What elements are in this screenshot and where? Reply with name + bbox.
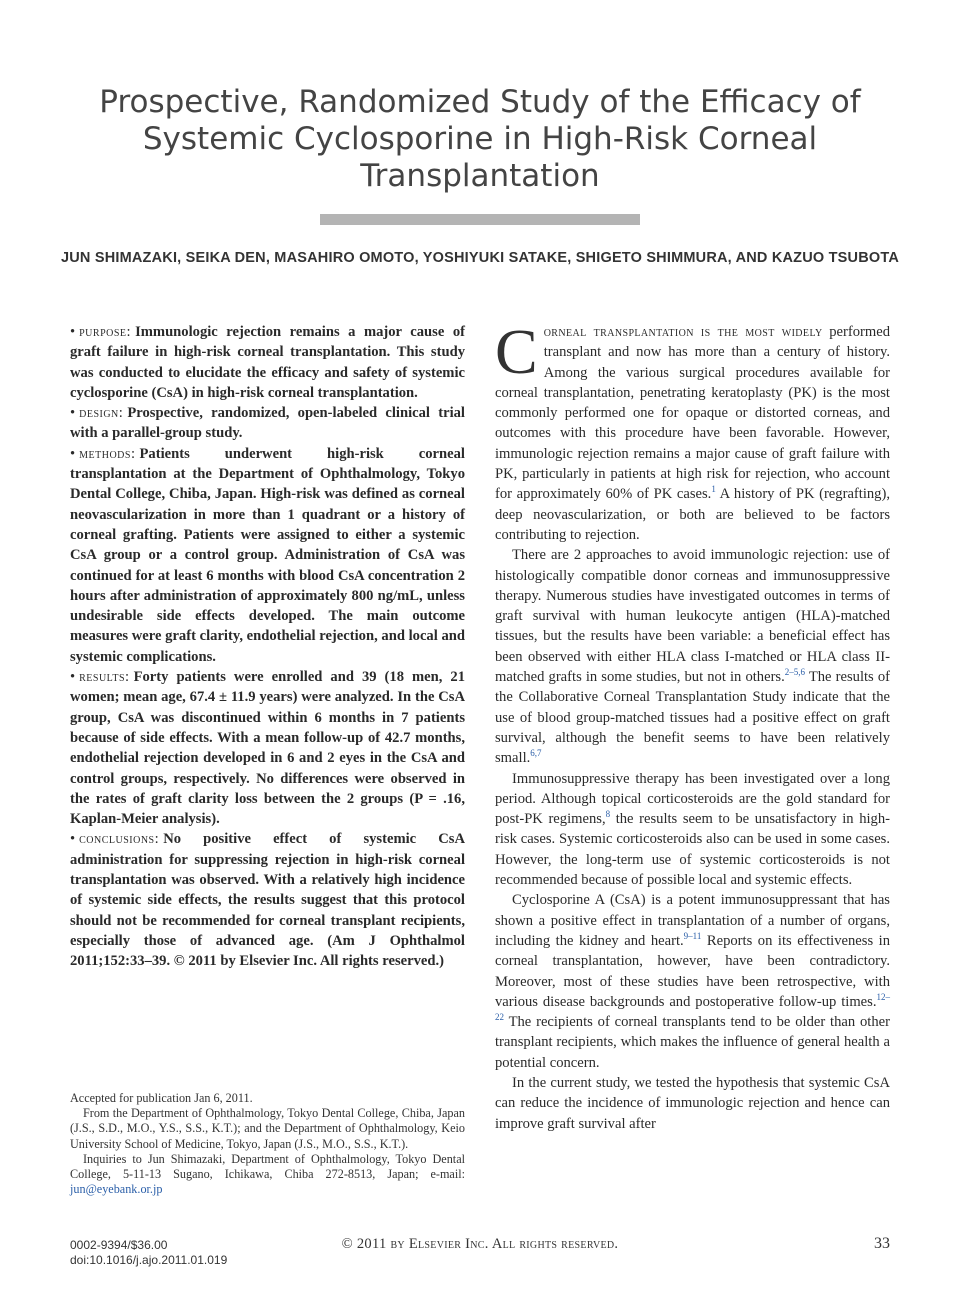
journal-identifiers — [70, 1238, 227, 1268]
abstract-label: purpose: — [79, 324, 132, 340]
citation-link[interactable]: 6,7 — [530, 748, 542, 759]
copyright-line: © 2011 by Elsevier Inc. All rights reserved. — [341, 1236, 619, 1252]
article-body — [495, 316, 891, 1134]
article-footnotes — [70, 1091, 465, 1197]
doi: doi:10.1016/j.ajo.2011.01.019 — [70, 1253, 228, 1267]
abstract-purpose: • purpose: Immunologic rejection remains a major cause of graft failure in high-risk corneal transplantation. This study was conducted to elucidate the efficacy and safety of systemic cyclosporine (CsA) in high-risk corneal transplantation. — [70, 324, 465, 401]
abstract-design: • design: Prospective, randomized, open-labeled clinical trial with a parallel-group study. — [70, 405, 465, 442]
email-link[interactable]: jun@eyebank.or.jp — [70, 1182, 163, 1197]
abstract-label: results: — [79, 669, 130, 686]
article-title: Prospective, Randomized Study of the Efficacy of Systemic Cyclosporine in High-Risk Corneal Transplantation — [99, 84, 861, 194]
accepted-date: Accepted for publication Jan 6, 2011. — [70, 1091, 253, 1105]
body-paragraph: Corneal transplantation is the most widely performed transplant and now has more than a century of history. Among the various surgical procedures available for corneal transplantation, penetrating keratoplasty (PK) is the most commonly performed one for opaque or distorted corneas, and outcomes with this procedure have been favorable. However, immunologic rejection remains a major cause of graft failure with PK, particularly in patients at high risk for rejection, who account for approximately 60% of PK cases.$^1$ A history of PK (regrafting), deep neovascularization, or both are believed to be factors contributing to rejection. — [495, 316, 890, 543]
citation-link[interactable]: 8 — [605, 809, 611, 820]
citation-link[interactable]: 1 — [711, 484, 716, 495]
body-paragraph: There are 2 approaches to avoid immunologic rejection: use of histologically compatible donor corneas and immunosuppressive therapy. Numerous studies have investigated outcomes in terms of graft survival with human leukocyte antigen (HLA)-matched tissues, but the results have been variable: a beneficial effect has been observed with either HLA class I-matched or HLA class II-matched grafts in some studies, but not in others.$^{2-5,6}$ The results of the Collaborative Corneal Transplantation Study indicate that the use of blood group-matched tissues had a positive effect on graft survival, although the benefit seems to have been relatively small.$^{6,7}$ — [495, 547, 890, 767]
abstract-label: conclusions: — [79, 831, 160, 848]
body-paragraph: Cyclosporine A (CsA) is a potent immunosuppressant that has shown a positive effect in transplantation of a number of organs, including the kidney and heart.$^{9-11}$ Reports on its effectiveness in corneal transplantation, however, have been contradictory. Moreover, most of these studies have been retrospective, with various disease backgrounds and postoperative follow-up times.$^{12-22}$ The recipients of corneal transplants tend to be older than other transplant recipients, which makes the influence of general health a potential concern. — [495, 892, 891, 1071]
correspondence-note: Inquiries to Jun Shimazaki, Department of Ophthalmology, Tokyo Dental College, 5-11-13 Sugano, Ichikawa, Chiba 272-8513, Japan; e-mail: jun@eyebank.or.jp — [70, 1151, 465, 1197]
drop-cap: C — [495, 316, 538, 387]
abstract-methods: • methods: Patients underwent high-risk corneal transplantation at the Department of Ophthalmology, Tokyo Dental College, Chiba, Japan. High-risk was defined as corneal neovascularization in more than 1 quadrant or a history of corneal grafting. Patients were assigned to either a systemic CsA group or a control group. Administration of CsA was continued for at least 6 months with blood CsA concentration 2 hours after administration of approximately 800 ng/mL, unless undesirable side effects developed. The main outcome measures were graft clarity, endothelial rejection, and local and systemic complications. — [70, 445, 465, 665]
author-list: JUN SHIMAZAKI, SEIKA DEN, MASAHIRO OMOTO, YOSHIYUKI SATAKE, SHIGETO SHIMMURA, AND KAZUO TSUBOTA — [60, 250, 900, 266]
title-divider — [320, 214, 640, 225]
citation-link[interactable]: 2–5,6 — [784, 667, 806, 678]
abstract-results: • results: Forty patients were enrolled and 39 (18 men, 21 women; mean age, 67.4 ± 11.9 years) were analyzed. In the CsA group, CsA was discontinued within 6 months in 7 patients because of side effects. With a mean follow-up of 42.7 months, endothelial rejection developed in 6 and 2 eyes in the CsA and control groups, respectively. No differences were observed in the rates of graft clarity loss between the 2 groups (P = .16, Kaplan-Meier analysis). — [70, 669, 465, 828]
abstract — [70, 322, 465, 972]
citation-link[interactable]: 12–22 — [495, 991, 890, 1023]
issn-price: 0002-9394/$36.00 — [70, 1238, 168, 1252]
abstract-conclusions: • conclusions: No positive effect of systemic CsA administration for suppressing rejection in high-risk corneal transplantation was observed. With a relatively high incidence of systemic side effects, the results suggest that this protocol should not be recommended for corneal transplant recipients, especially those of advanced age. (Am J Ophthalmol 2011;152:33–39. © 2011 by Elsevier Inc. All rights reserved.) — [70, 831, 465, 970]
body-paragraph: Immunosuppressive therapy has been investigated over a long period. Although topical corticosteroids are the gold standard for post-PK regimens,$^8$ the results seem to be unsatisfactory in high-risk cases. Systemic corticosteroids also can be used in some cases. However, the long-term use of systemic corticosteroids is not recommended because of possible local and systemic effects. — [495, 770, 890, 889]
abstract-label: design: — [79, 405, 124, 422]
abstract-label: methods: — [79, 445, 136, 462]
page-number: 33 — [874, 1235, 890, 1252]
affiliation-note: From the Department of Ophthalmology, Tokyo Dental College, Chiba, Japan (J.S., S.D., M.O., Y.S., S.S., K.T.); and the Department of Ophthalmology, Keio University School of Medicine, Tokyo, Japan (J.S., M.O., S.S., K.T.). — [70, 1106, 465, 1151]
body-paragraph: In the current study, we tested the hypothesis that systemic CsA can reduce the incidence of immunologic rejection and hence can improve graft survival after — [495, 1074, 890, 1132]
citation-link[interactable]: 9–11 — [683, 930, 702, 941]
